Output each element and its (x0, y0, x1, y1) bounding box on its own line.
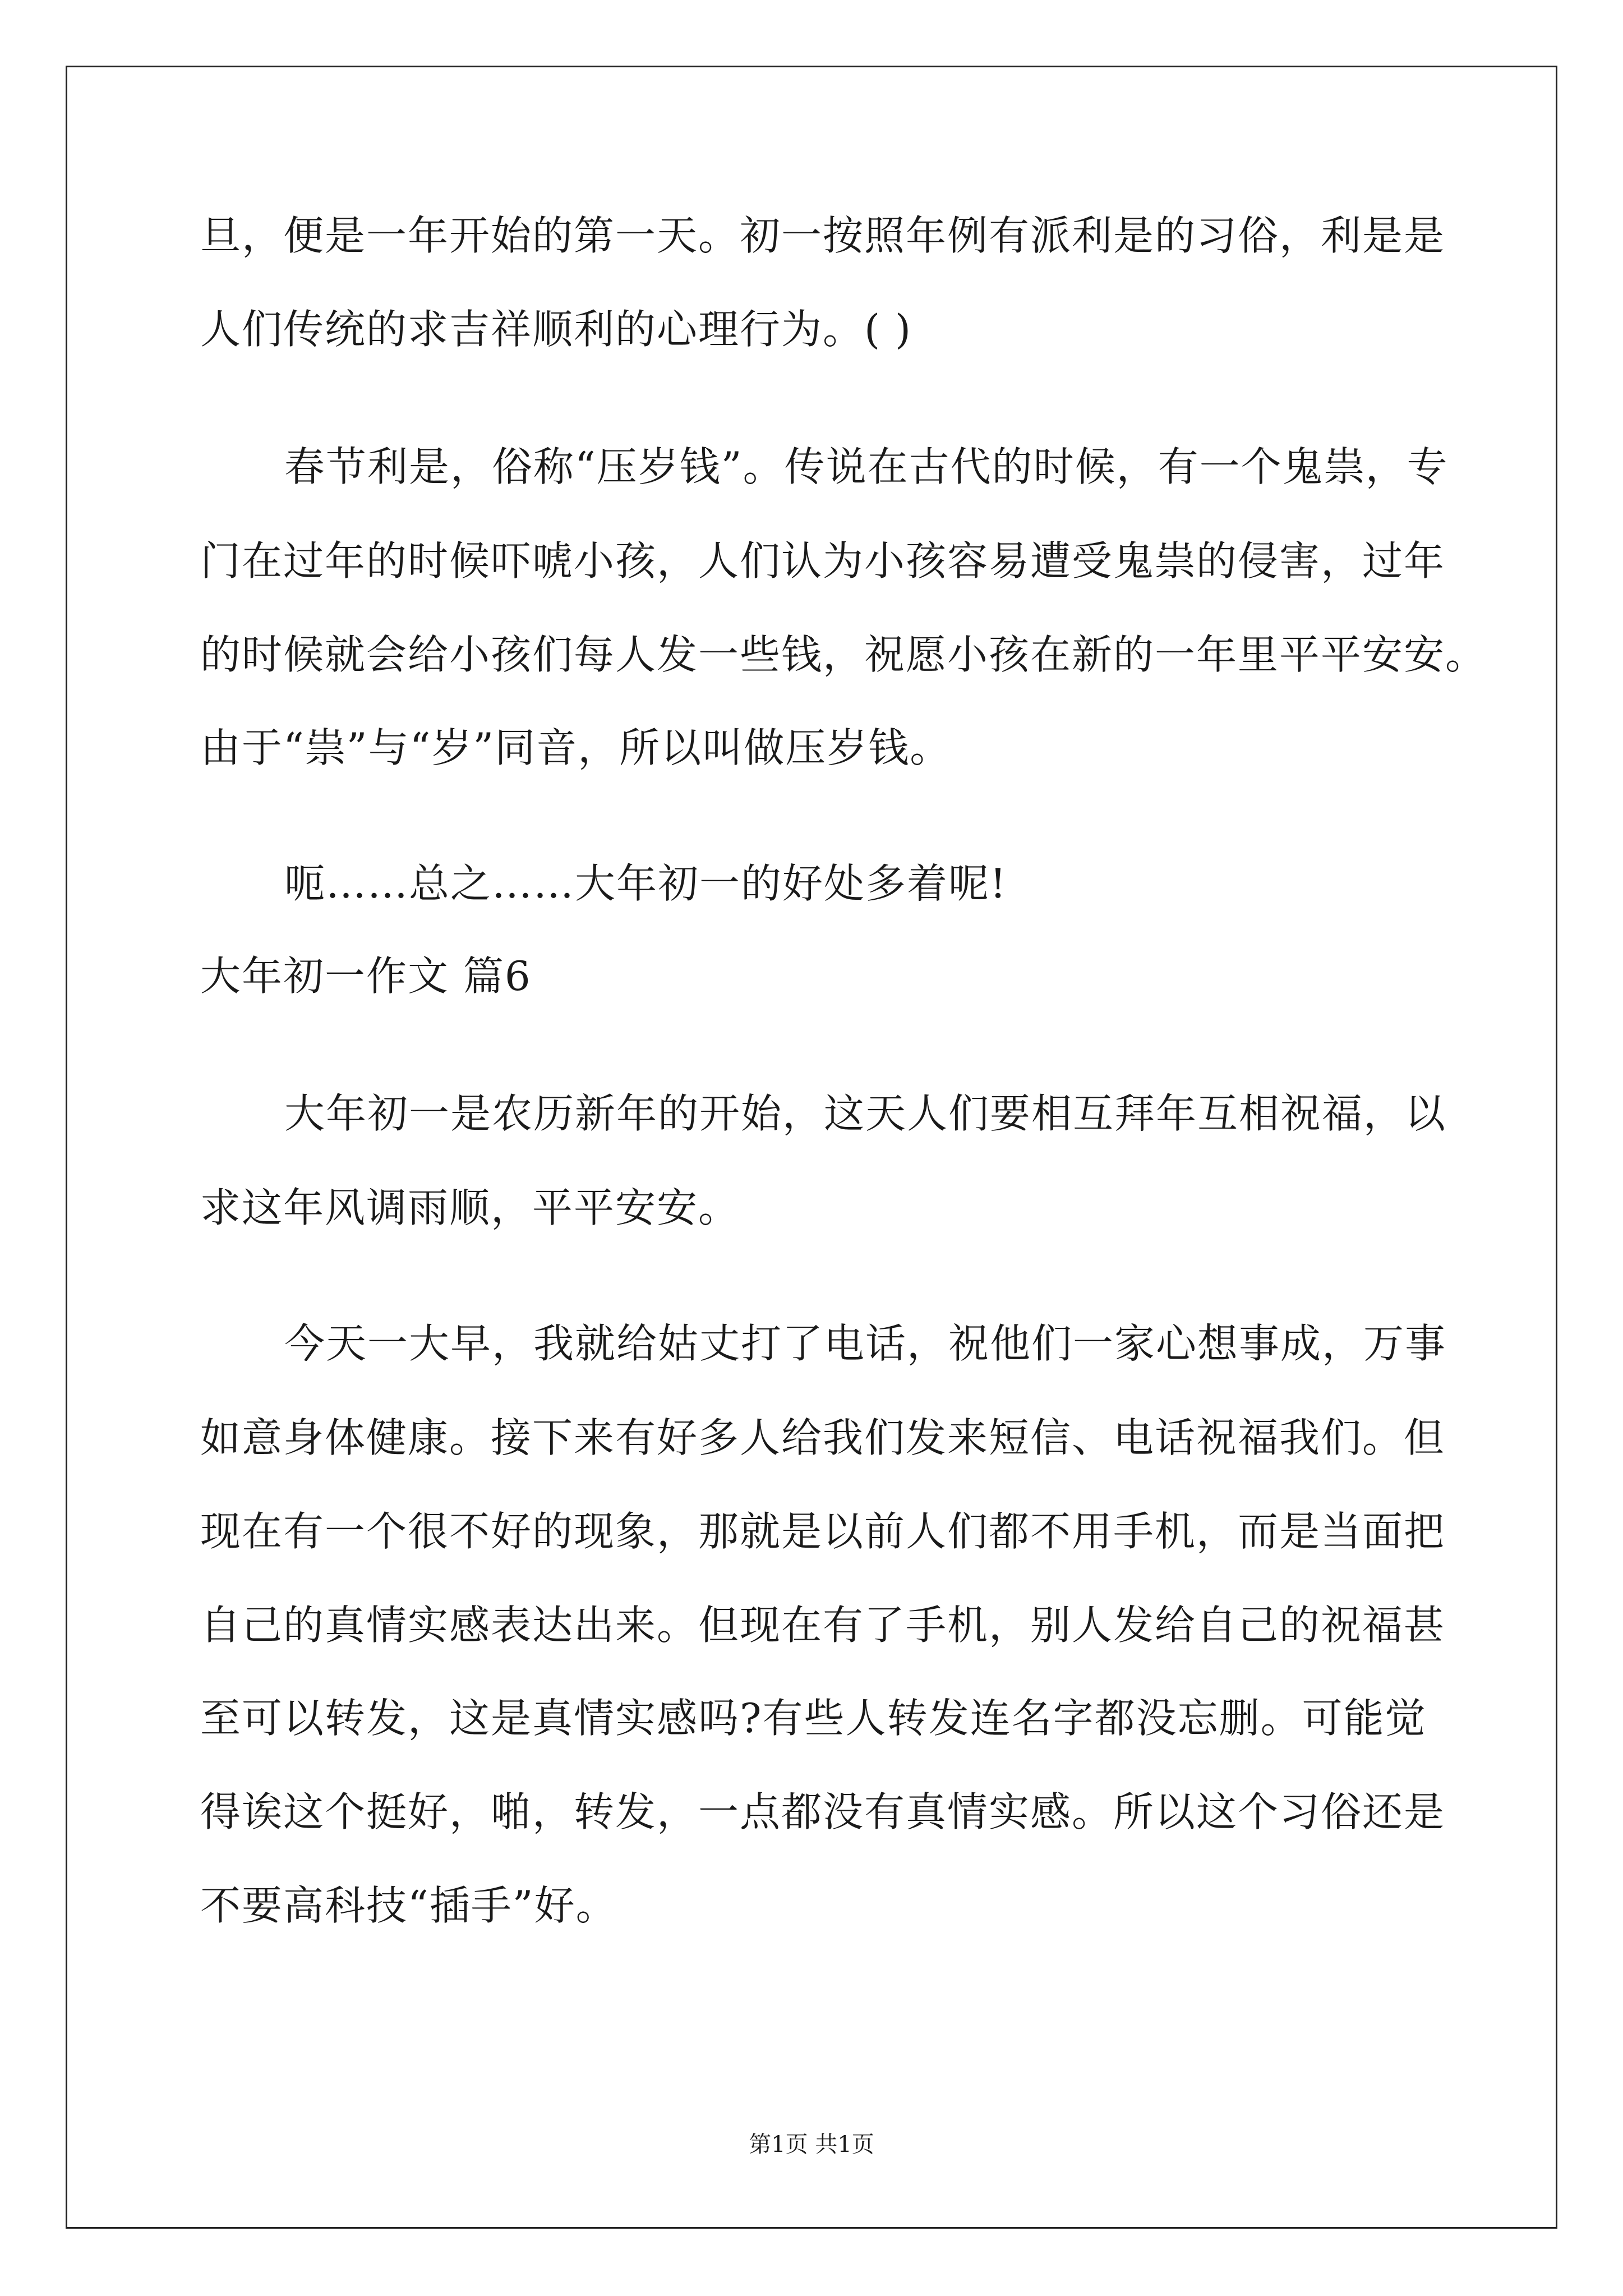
page-footer: 第1页 共1页 (749, 2132, 874, 2157)
paragraph-line: 门在过年的时候吓唬小孩，人们认为小孩容易遭受鬼祟的侵害，过年 (200, 537, 1446, 585)
paragraph-line: 旦，便是一年开始的第一天。初一按照年例有派利是的习俗，利是是 (200, 212, 1446, 259)
section-heading: 大年初一作文 篇6 (200, 953, 532, 1000)
paragraph-line: 现在有一个很不好的现象，那就是以前人们都不用手机，而是当面把 (200, 1508, 1446, 1555)
paragraph-line: 如意身体健康。接下来有好多人给我们发来短信、电话祝福我们。但 (200, 1414, 1446, 1461)
paragraph-line: 大年初一是农历新年的开始，这天人们要相互拜年互相祝福，以 (284, 1090, 1447, 1137)
paragraph-line: 由于“祟”与“岁”同音，所以叫做压岁钱。 (200, 724, 952, 771)
paragraph-line: 求这年风调雨顺，平平安安。 (200, 1184, 740, 1231)
paragraph-line: 至可以转发，这是真情实感吗?有些人转发连名字都没忘删。可能觉 (200, 1695, 1427, 1742)
paragraph-line: 人们传统的求吉祥顺利的心理行为。( ) (200, 306, 912, 353)
paragraph-line: 得诶这个挺好，啪，转发，一点都没有真情实感。所以这个习俗还是 (200, 1788, 1446, 1835)
paragraph-line: 的时候就会给小孩们每人发一些钱，祝愿小孩在新的一年里平平安安。 (200, 631, 1487, 678)
paragraph-line: 今天一大早，我就给姑丈打了电话，祝他们一家心想事成，万事 (284, 1320, 1447, 1367)
paragraph-line: 不要高科技“插手”好。 (200, 1882, 617, 1929)
paragraph-line: 春节利是，俗称“压岁钱”。传说在古代的时候，有一个鬼祟，专 (284, 443, 1449, 490)
paragraph-line: 自己的真情实感表达出来。但现在有了手机，别人发给自己的祝福甚 (200, 1602, 1446, 1649)
paragraph-line: 呃……总之……大年初一的好处多着呢! (284, 860, 1007, 907)
